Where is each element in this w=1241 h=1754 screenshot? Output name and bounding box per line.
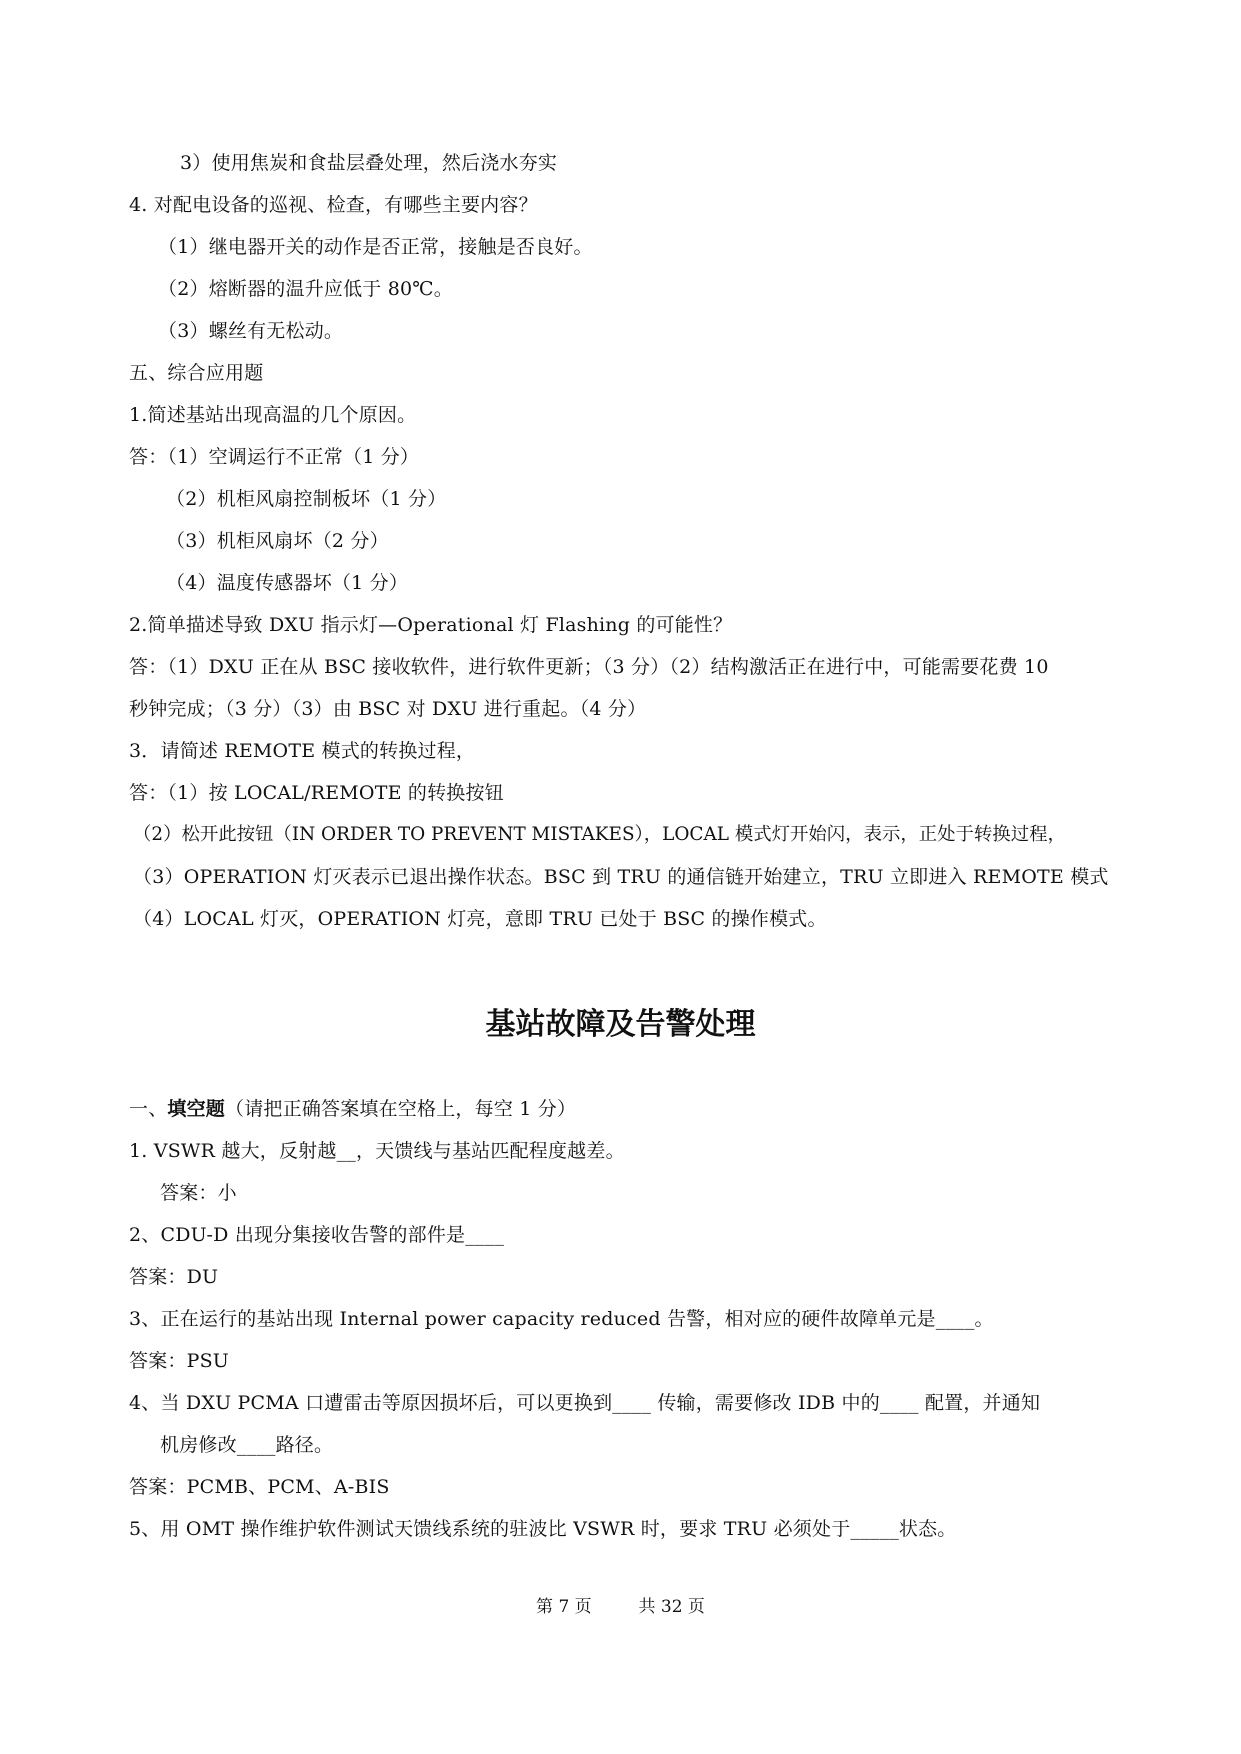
page-footer bbox=[0, 1595, 1241, 1619]
text-line: （3）螺丝有无松动。 bbox=[158, 320, 344, 342]
page-number: 第 7 页 bbox=[536, 1597, 592, 1617]
question-line: 4、当 DXU PCMA 口遭雷击等原因损坏后，可以更换到____ 传输，需要修改 IDB 中的____ 配置，并通知 bbox=[129, 1392, 1041, 1414]
fill-heading bbox=[129, 1096, 576, 1122]
answer-line: （4）温度传感器坏（1 分） bbox=[166, 572, 409, 594]
question-1: 1.简述基站出现高温的几个原因。 bbox=[129, 404, 417, 426]
question-3: 3．请简述 REMOTE 模式的转换过程， bbox=[129, 740, 476, 762]
fill-heading-rest: （请把正确答案填在空格上，每空 1 分） bbox=[225, 1098, 577, 1120]
answer-line: 答案：DU bbox=[129, 1266, 219, 1288]
answer-line: 答案：PCMB、PCM、A-BIS bbox=[129, 1476, 390, 1498]
answer-line: 秒钟完成；（3 分）（3）由 BSC 对 DXU 进行重起。（4 分） bbox=[129, 698, 647, 720]
page-total: 共 32 页 bbox=[638, 1597, 705, 1617]
answer-line: （3）OPERATION 灯灭表示已退出操作状态。BSC 到 TRU 的通信链开始建立，TRU 立即进入 REMOTE 模式 bbox=[133, 866, 1109, 888]
question-4: 4. 对配电设备的巡视、检查，有哪些主要内容？ bbox=[129, 194, 538, 216]
fill-heading-prefix: 一、 bbox=[129, 1098, 168, 1120]
question-line: 5、用 OMT 操作维护软件测试天馈线系统的驻波比 VSWR 时，要求 TRU 必须处于_____状态。 bbox=[129, 1518, 957, 1540]
text-line: 3）使用焦炭和食盐层叠处理，然后浇水夯实 bbox=[180, 152, 558, 174]
answer-line: 答案：小 bbox=[160, 1182, 237, 1204]
answer-line: （2）松开此按钮（IN ORDER TO PREVENT MISTAKES），LOCAL 模式灯开始闪，表示，正处于转换过程， bbox=[133, 824, 1066, 845]
section-heading: 五、综合应用题 bbox=[129, 362, 264, 384]
question-line: 3、正在运行的基站出现 Internal power capacity reduced 告警，相对应的硬件故障单元是____。 bbox=[129, 1308, 994, 1330]
question-line: 2、CDU-D 出现分集接收告警的部件是____ bbox=[129, 1224, 505, 1246]
answer-line: 答：（1）DXU 正在从 BSC 接收软件，进行软件更新；（3 分）（2）结构激活正在进行中，可能需要花费 10 bbox=[129, 656, 1049, 678]
text-line: （1）继电器开关的动作是否正常，接触是否良好。 bbox=[158, 236, 593, 258]
question-line: 机房修改____路径。 bbox=[160, 1434, 334, 1456]
answer-line: （4）LOCAL 灯灭，OPERATION 灯亮，意即 TRU 已处于 BSC 的操作模式。 bbox=[133, 908, 827, 930]
section-title: 基站故障及告警处理 bbox=[485, 1007, 756, 1042]
answer-line: （2）机柜风扇控制板坏（1 分） bbox=[166, 488, 447, 510]
question-line: 1. VSWR 越大，反射越__，天馈线与基站匹配程度越差。 bbox=[129, 1140, 625, 1162]
answer-line: 答案：PSU bbox=[129, 1350, 230, 1372]
text-line: （2）熔断器的温升应低于 80℃。 bbox=[158, 278, 453, 300]
answer-line: 答：（1）按 LOCAL/REMOTE 的转换按钮 bbox=[129, 782, 504, 804]
answer-line: 答：（1）空调运行不正常（1 分） bbox=[129, 446, 420, 468]
answer-line: （3）机柜风扇坏（2 分） bbox=[166, 530, 389, 552]
fill-heading-bold: 填空题 bbox=[167, 1098, 226, 1120]
question-2: 2.简单描述导致 DXU 指示灯—Operational 灯 Flashing 的可能性？ bbox=[129, 614, 733, 636]
